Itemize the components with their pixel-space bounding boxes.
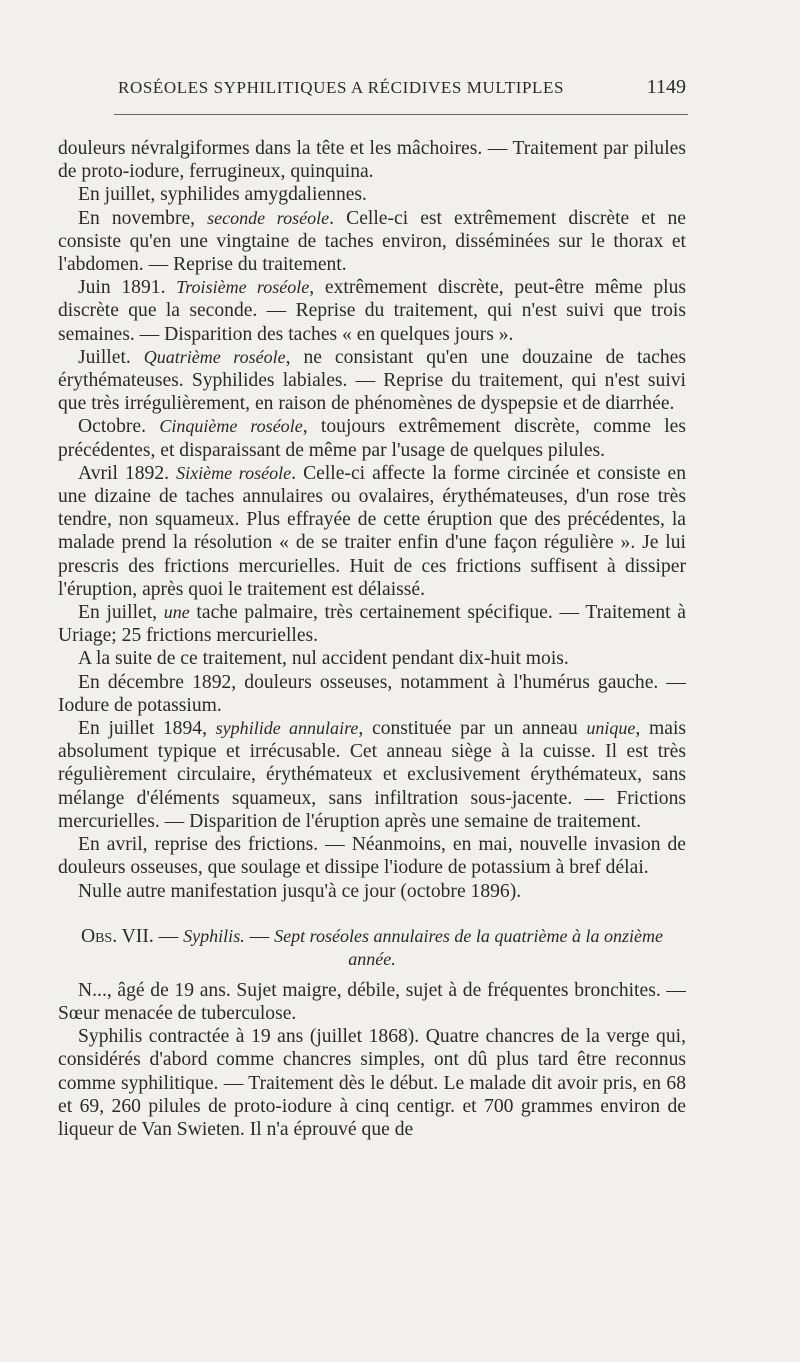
text-run: En décembre 1892, douleurs osseuses, notamment à l'humérus gauche. — Iodure de potassium. (58, 671, 686, 716)
italic-term: syphilide annulaire (215, 718, 359, 739)
text-run: Juin 1891. (78, 277, 177, 299)
running-header (118, 76, 686, 104)
paragraph (58, 647, 686, 670)
observation-title: Sept roséoles annulaires de la quatrième à la onzième année. (274, 925, 664, 969)
text-run: En juillet, syphilides amygdaliennes. (78, 184, 367, 206)
observation-subject: Syphilis. (183, 925, 245, 946)
paragraph (58, 1025, 686, 1141)
text-run: , toujours extrêmement discrète, comme les précédentes, et disparaissant de même par l'usage de quelques pilules. (58, 416, 686, 461)
paragraph (58, 346, 686, 416)
text-run: Juillet. (78, 346, 144, 368)
running-title: ROSÉOLES SYPHILITIQUES A RÉCIDIVES MULTIPLES (118, 78, 565, 97)
italic-term: une (163, 602, 190, 623)
paragraph (58, 880, 686, 903)
italic-term: Cinquième roséole (159, 416, 303, 437)
paragraph (58, 833, 686, 879)
text-run: En novembre, (78, 207, 208, 229)
text-run: En avril, reprise des frictions. — Néanmoins, en mai, nouvelle invasion de douleurs osseuses, que soulage et dissipe l'iodure de potassium à bref délai. (58, 834, 686, 879)
text-run: , ne consistant qu'en une douzaine de taches érythémateuses. Syphilides labiales. — Reprise du traitement, qui n'est suivi que très irrégulièrement, en raison de phénomènes de dyspepsie et de diarrhée. (58, 346, 686, 415)
text-run: En juillet 1894, (78, 718, 216, 740)
paragraph (58, 137, 686, 183)
text-run: . Celle-ci est extrêmement discrète et ne consiste qu'en une vingtaine de taches environ, disséminées sur le thorax et l'abdomen. — Reprise du traitement. (58, 207, 686, 276)
text-run: tache palmaire, très certainement spécifique. — Traitement à Uriage; 25 frictions mercurielles. (58, 602, 686, 647)
paragraph (58, 415, 686, 461)
observation-heading: Obs. VII. — Syphilis. — Sept roséoles annulaires de la quatrième à la onzième année. (80, 925, 664, 969)
header-rule (114, 114, 688, 115)
text-run: En juillet, (78, 602, 164, 624)
paragraph (58, 207, 686, 277)
italic-term: seconde roséole (207, 207, 330, 228)
text-run: Nulle autre manifestation jusqu'à ce jour (octobre 1896). (78, 880, 522, 902)
paragraph (58, 601, 686, 647)
paragraph (58, 276, 686, 346)
case-history-continued (58, 137, 686, 903)
observation-body (58, 979, 686, 1141)
page-number: 1149 (646, 76, 686, 98)
paragraph (58, 671, 686, 717)
text-run: Avril 1892. (78, 462, 177, 484)
italic-term: Sixième roséole (176, 462, 292, 483)
paragraph (58, 462, 686, 601)
observation-label: Obs. VII. (80, 925, 154, 947)
italic-term: unique (586, 718, 636, 739)
paragraph (58, 717, 686, 833)
text-run: , constituée par un anneau (358, 718, 587, 740)
text-run: , extrêmement discrète, peut-être même plus discrète que la seconde. — Reprise du traitement, qui n'est suivi que trois semaines. — Disparition des taches « en quelques jours ». (58, 277, 686, 345)
paragraph (58, 979, 686, 1025)
text-run: N..., âgé de 19 ans. Sujet maigre, débile, sujet à de fréquentes bronchites. — Sœur menacée de tuberculose. (58, 979, 686, 1024)
italic-term: Quatrième roséole (143, 346, 286, 367)
paragraph (58, 183, 686, 206)
body-text (58, 137, 686, 1141)
text-run: douleurs névralgiformes dans la tête et les mâchoires. — Traitement par pilules de proto-iodure, ferrugineux, quinquina. (58, 138, 686, 183)
text-run: Octobre. (78, 416, 160, 438)
text-run: A la suite de ce traitement, nul accident pendant dix-huit mois. (78, 648, 569, 670)
text-run: , mais absolument typique et irrécusable. Cet anneau siège à la cuisse. Il est très régulièrement circulaire, érythémateux et exclusivement érythémateux, sans mélange d'éléments squameux, sans infiltration sous-jacente. — Frictions mercurielles. — Disparition de l'éruption après une semaine de traitement. (58, 718, 687, 832)
text-run: Syphilis contractée à 19 ans (juillet 1868). Quatre chancres de la verge qui, considérés d'abord comme chancres simples, ont dû plus tard être reconnus comme syphilitique. — Traitement dès le début. Le malade dit avoir pris, en 68 et 69, 260 pilules de proto-iodure à cinq centigr. et 700 grammes environ de liqueur de Van Swieten. Il n'a éprouvé que de (58, 1026, 686, 1140)
text-run: . Celle-ci affecte la forme circinée et consiste en une dizaine de taches annulaires ou ovalaires, érythémateuses, d'un rose très tendre, non squameux. Plus effrayée de cette éruption que des précédentes, la malade prend la résolution « de se traiter enfin d'une façon régulière ». Je lui prescris des frictions mercurielles. Huit de ces frictions suffisent à dissiper l'éruption, après quoi le traitement est délaissé. (58, 462, 686, 600)
italic-term: Troisième roséole (176, 277, 310, 298)
